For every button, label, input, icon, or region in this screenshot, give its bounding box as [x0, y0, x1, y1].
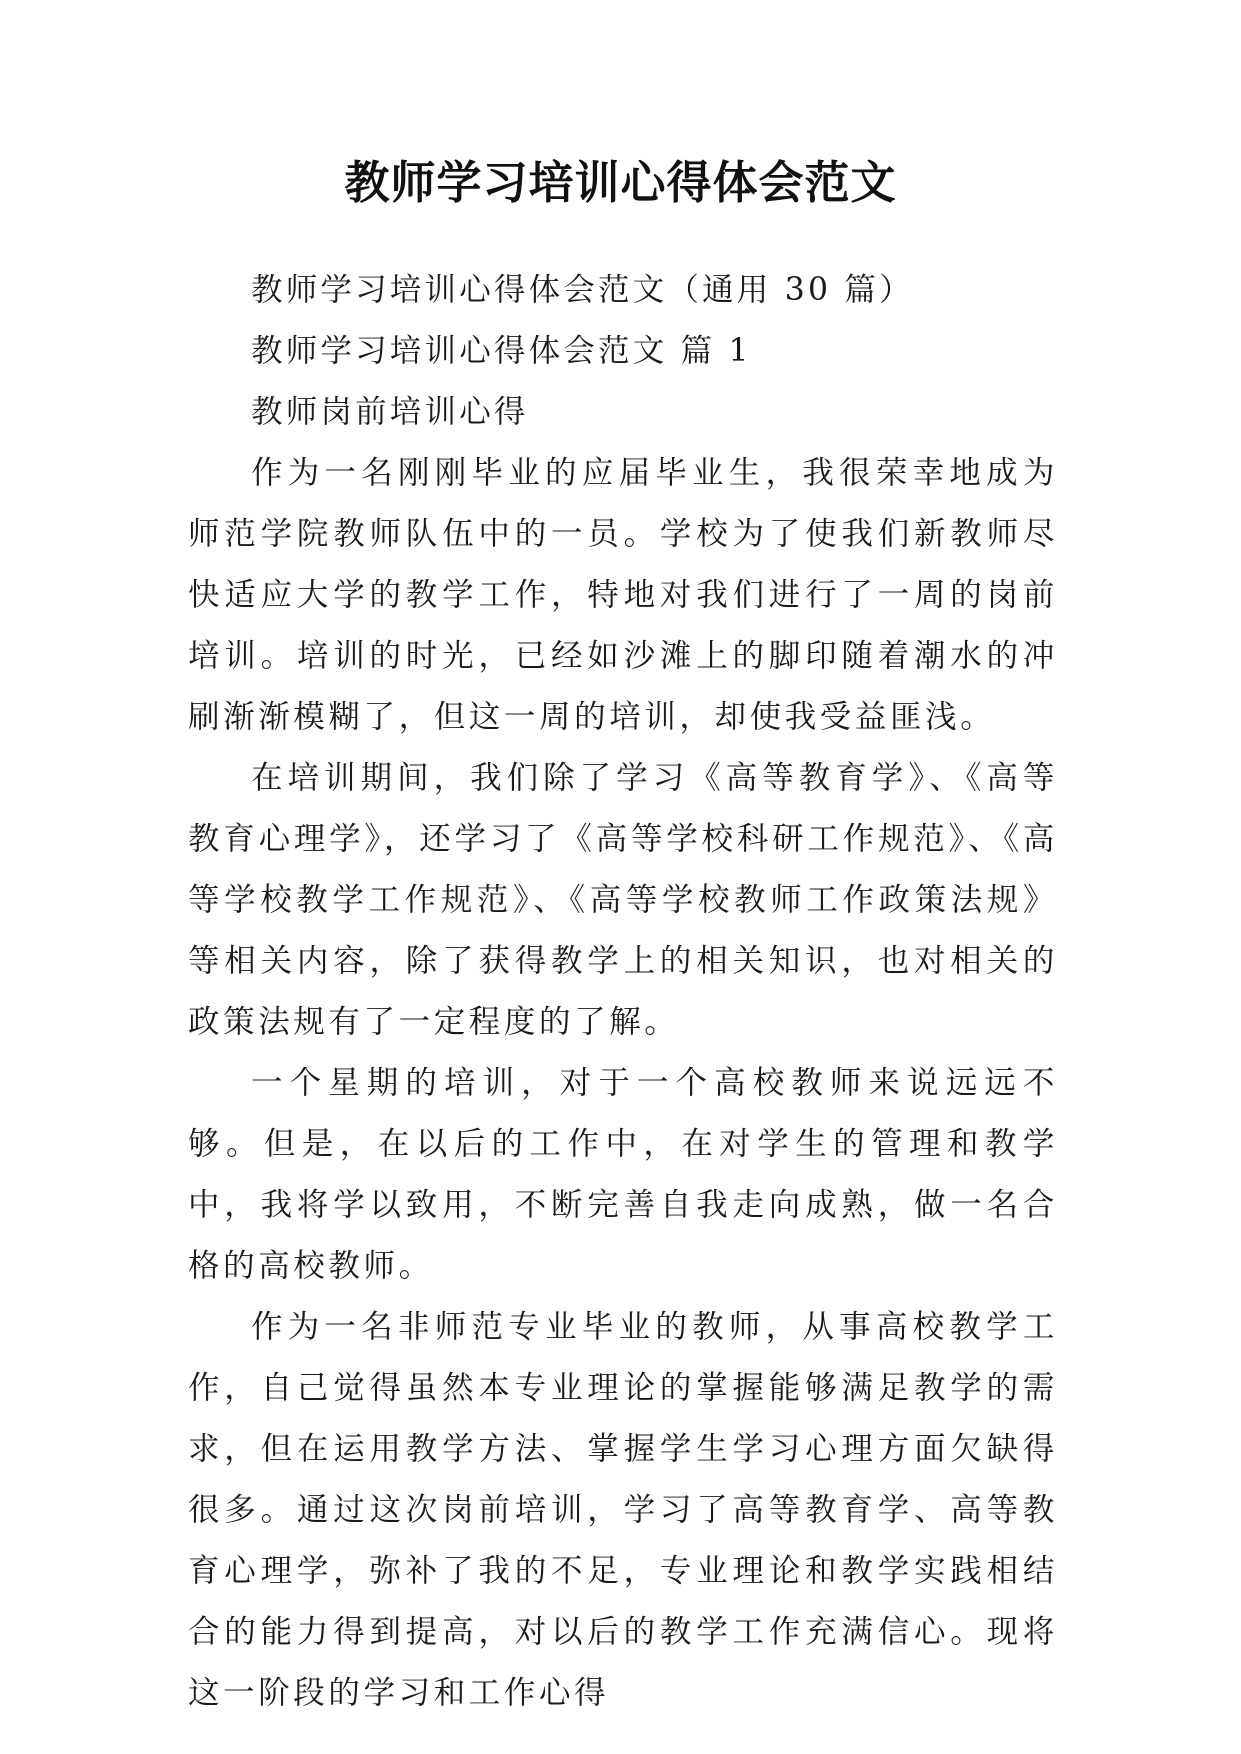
section-heading: 教师岗前培训心得: [251, 394, 529, 430]
body-paragraph-3: 一个星期的培训，对于一个高校教师来说远远不够。但是，在以后的工作中，在对学生的管理和教学中，我将学以致用，不断完善自我走向成熟，做一名合格的高校教师。: [188, 1065, 1058, 1284]
body-paragraph-2: 在培训期间，我们除了学习《高等教育学》、《高等教育心理学》，还学习了《高等学校科研工作规范》、《高等学校教学工作规范》、《高等学校教师工作政策法规》等相关内容，除了获得教学上的相关知识，也对相关的政策法规有了一定程度的了解。: [188, 760, 1058, 1040]
subtitle-collection: 教师学习培训心得体会范文（通用 30 篇）: [251, 272, 914, 308]
document-body: [188, 260, 1058, 1724]
subtitle-article-1: 教师学习培训心得体会范文 篇 1: [251, 333, 752, 369]
body-paragraph-1: 作为一名刚刚毕业的应届毕业生，我很荣幸地成为师范学院教师队伍中的一员。学校为了使我们新教师尽快适应大学的教学工作，特地对我们进行了一周的岗前培训。培训的时光，已经如沙滩上的脚印随着潮水的冲刷渐渐模糊了，但这一周的培训，却使我受益匪浅。: [188, 455, 1058, 735]
body-paragraph-4: 作为一名非师范专业毕业的教师，从事高校教学工作，自己觉得虽然本专业理论的掌握能够满足教学的需求，但在运用教学方法、掌握学生学习心理方面欠缺得很多。通过这次岗前培训，学习了高等教育学、高等教育心理学，弥补了我的不足，专业理论和教学实践相结合的能力得到提高，对以后的教学工作充满信心。现将这一阶段的学习和工作心得: [188, 1309, 1058, 1711]
document-title: 教师学习培训心得体会范文: [344, 156, 897, 209]
